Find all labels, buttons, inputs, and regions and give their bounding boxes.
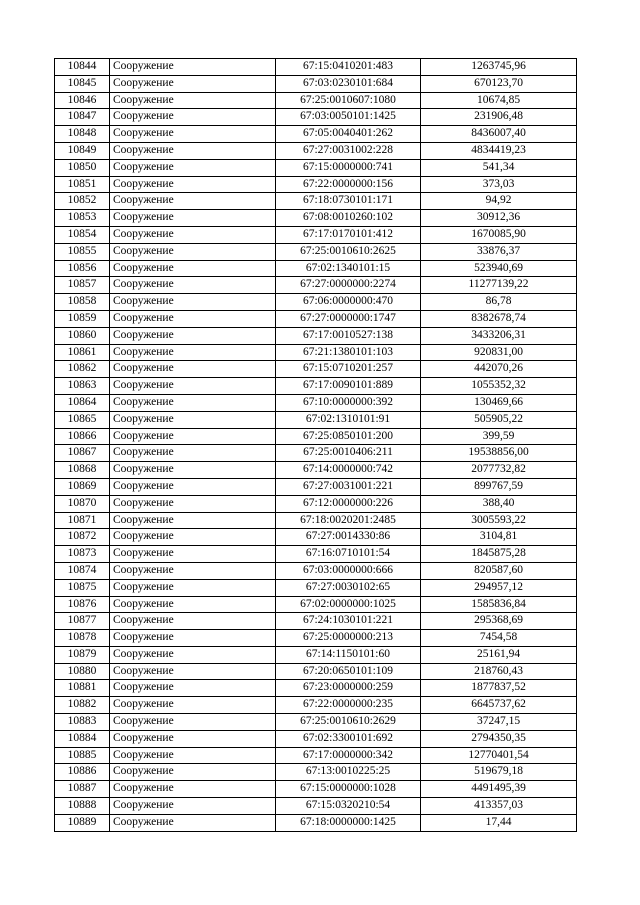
value-cell: 218760,43: [421, 663, 577, 680]
table-row: [55, 226, 577, 243]
object-type-cell: Сооружение: [110, 75, 276, 92]
row-number-cell: 10850: [55, 159, 110, 176]
value-cell: 12770401,54: [421, 747, 577, 764]
table-row: [55, 814, 577, 831]
value-cell: 30912,36: [421, 210, 577, 227]
cadastral-number-cell: 67:15:0000000:741: [276, 159, 421, 176]
value-cell: 820587,60: [421, 562, 577, 579]
value-cell: 442070,26: [421, 361, 577, 378]
object-type-cell: Сооружение: [110, 109, 276, 126]
cadastral-number-cell: 67:03:0000000:666: [276, 562, 421, 579]
object-type-cell: Сооружение: [110, 310, 276, 327]
cadastral-number-cell: 67:10:0000000:392: [276, 394, 421, 411]
cadastral-number-cell: 67:17:0000000:342: [276, 747, 421, 764]
table-row: [55, 310, 577, 327]
value-cell: 920831,00: [421, 344, 577, 361]
table-row: [55, 781, 577, 798]
object-type-cell: Сооружение: [110, 277, 276, 294]
value-cell: 413357,03: [421, 798, 577, 815]
cadastral-number-cell: 67:08:0010260:102: [276, 210, 421, 227]
table-row: [55, 193, 577, 210]
registry-table-body: [55, 59, 577, 832]
cadastral-number-cell: 67:15:0710201:257: [276, 361, 421, 378]
table-row: [55, 714, 577, 731]
cadastral-number-cell: 67:18:0020201:2485: [276, 512, 421, 529]
value-cell: 1585836,84: [421, 596, 577, 613]
value-cell: 7454,58: [421, 630, 577, 647]
cadastral-number-cell: 67:12:0000000:226: [276, 495, 421, 512]
table-row: [55, 478, 577, 495]
value-cell: 373,03: [421, 176, 577, 193]
row-number-cell: 10880: [55, 663, 110, 680]
object-type-cell: Сооружение: [110, 394, 276, 411]
object-type-cell: Сооружение: [110, 260, 276, 277]
value-cell: 1670085,90: [421, 226, 577, 243]
table-row: [55, 411, 577, 428]
value-cell: 3104,81: [421, 529, 577, 546]
object-type-cell: Сооружение: [110, 596, 276, 613]
value-cell: 523940,69: [421, 260, 577, 277]
object-type-cell: Сооружение: [110, 445, 276, 462]
object-type-cell: Сооружение: [110, 378, 276, 395]
cadastral-number-cell: 67:25:0010610:2629: [276, 714, 421, 731]
value-cell: 1055352,32: [421, 378, 577, 395]
value-cell: 1845875,28: [421, 546, 577, 563]
row-number-cell: 10845: [55, 75, 110, 92]
cadastral-number-cell: 67:14:0000000:742: [276, 462, 421, 479]
object-type-cell: Сооружение: [110, 814, 276, 831]
row-number-cell: 10886: [55, 764, 110, 781]
cadastral-number-cell: 67:22:0000000:156: [276, 176, 421, 193]
cadastral-number-cell: 67:02:1340101:15: [276, 260, 421, 277]
row-number-cell: 10876: [55, 596, 110, 613]
object-type-cell: Сооружение: [110, 210, 276, 227]
value-cell: 86,78: [421, 294, 577, 311]
object-type-cell: Сооружение: [110, 361, 276, 378]
object-type-cell: Сооружение: [110, 142, 276, 159]
object-type-cell: Сооружение: [110, 798, 276, 815]
row-number-cell: 10872: [55, 529, 110, 546]
table-row: [55, 697, 577, 714]
object-type-cell: Сооружение: [110, 344, 276, 361]
row-number-cell: 10874: [55, 562, 110, 579]
cadastral-number-cell: 67:24:1030101:221: [276, 613, 421, 630]
cadastral-number-cell: 67:25:0010607:1080: [276, 92, 421, 109]
table-row: [55, 462, 577, 479]
table-row: [55, 260, 577, 277]
object-type-cell: Сооружение: [110, 176, 276, 193]
object-type-cell: Сооружение: [110, 714, 276, 731]
row-number-cell: 10879: [55, 646, 110, 663]
row-number-cell: 10869: [55, 478, 110, 495]
object-type-cell: Сооружение: [110, 697, 276, 714]
object-type-cell: Сооружение: [110, 512, 276, 529]
cadastral-number-cell: 67:18:0000000:1425: [276, 814, 421, 831]
object-type-cell: Сооружение: [110, 663, 276, 680]
table-row: [55, 495, 577, 512]
row-number-cell: 10864: [55, 394, 110, 411]
table-row: [55, 562, 577, 579]
value-cell: 10674,85: [421, 92, 577, 109]
value-cell: 3005593,22: [421, 512, 577, 529]
cadastral-number-cell: 67:27:0030102:65: [276, 579, 421, 596]
object-type-cell: Сооружение: [110, 327, 276, 344]
row-number-cell: 10863: [55, 378, 110, 395]
table-row: [55, 126, 577, 143]
row-number-cell: 10871: [55, 512, 110, 529]
object-type-cell: Сооружение: [110, 546, 276, 563]
row-number-cell: 10853: [55, 210, 110, 227]
row-number-cell: 10861: [55, 344, 110, 361]
value-cell: 2794350,35: [421, 730, 577, 747]
cadastral-number-cell: 67:25:0010406:211: [276, 445, 421, 462]
row-number-cell: 10862: [55, 361, 110, 378]
table-row: [55, 798, 577, 815]
value-cell: 1877837,52: [421, 680, 577, 697]
cadastral-number-cell: 67:03:0050101:1425: [276, 109, 421, 126]
row-number-cell: 10878: [55, 630, 110, 647]
table-row: [55, 613, 577, 630]
table-row: [55, 92, 577, 109]
row-number-cell: 10873: [55, 546, 110, 563]
table-row: [55, 277, 577, 294]
row-number-cell: 10856: [55, 260, 110, 277]
cadastral-number-cell: 67:27:0000000:2274: [276, 277, 421, 294]
cadastral-number-cell: 67:27:0031002:228: [276, 142, 421, 159]
row-number-cell: 10852: [55, 193, 110, 210]
value-cell: 4834419,23: [421, 142, 577, 159]
object-type-cell: Сооружение: [110, 92, 276, 109]
table-row: [55, 529, 577, 546]
value-cell: 17,44: [421, 814, 577, 831]
value-cell: 94,92: [421, 193, 577, 210]
table-row: [55, 512, 577, 529]
cadastral-number-cell: 67:15:0000000:1028: [276, 781, 421, 798]
table-row: [55, 142, 577, 159]
object-type-cell: Сооружение: [110, 193, 276, 210]
row-number-cell: 10847: [55, 109, 110, 126]
row-number-cell: 10868: [55, 462, 110, 479]
row-number-cell: 10882: [55, 697, 110, 714]
row-number-cell: 10881: [55, 680, 110, 697]
row-number-cell: 10857: [55, 277, 110, 294]
row-number-cell: 10883: [55, 714, 110, 731]
value-cell: 670123,70: [421, 75, 577, 92]
object-type-cell: Сооружение: [110, 747, 276, 764]
cadastral-number-cell: 67:17:0010527:138: [276, 327, 421, 344]
table-row: [55, 663, 577, 680]
table-row: [55, 764, 577, 781]
cadastral-number-cell: 67:17:0170101:412: [276, 226, 421, 243]
object-type-cell: Сооружение: [110, 781, 276, 798]
table-row: [55, 428, 577, 445]
value-cell: 19538856,00: [421, 445, 577, 462]
table-row: [55, 75, 577, 92]
cadastral-number-cell: 67:27:0014330:86: [276, 529, 421, 546]
row-number-cell: 10846: [55, 92, 110, 109]
cadastral-number-cell: 67:18:0730101:171: [276, 193, 421, 210]
value-cell: 4491495,39: [421, 781, 577, 798]
table-row: [55, 109, 577, 126]
value-cell: 25161,94: [421, 646, 577, 663]
value-cell: 6645737,62: [421, 697, 577, 714]
row-number-cell: 10859: [55, 310, 110, 327]
object-type-cell: Сооружение: [110, 226, 276, 243]
value-cell: 399,59: [421, 428, 577, 445]
row-number-cell: 10844: [55, 59, 110, 76]
row-number-cell: 10887: [55, 781, 110, 798]
row-number-cell: 10889: [55, 814, 110, 831]
table-row: [55, 579, 577, 596]
row-number-cell: 10858: [55, 294, 110, 311]
table-row: [55, 646, 577, 663]
cadastral-number-cell: 67:02:0000000:1025: [276, 596, 421, 613]
cadastral-number-cell: 67:25:0850101:200: [276, 428, 421, 445]
row-number-cell: 10865: [55, 411, 110, 428]
table-row: [55, 59, 577, 76]
value-cell: 294957,12: [421, 579, 577, 596]
cadastral-number-cell: 67:13:0010225:25: [276, 764, 421, 781]
cadastral-number-cell: 67:15:0320210:54: [276, 798, 421, 815]
table-row: [55, 243, 577, 260]
object-type-cell: Сооружение: [110, 495, 276, 512]
value-cell: 33876,37: [421, 243, 577, 260]
cadastral-number-cell: 67:14:1150101:60: [276, 646, 421, 663]
table-row: [55, 378, 577, 395]
object-type-cell: Сооружение: [110, 411, 276, 428]
cadastral-number-cell: 67:27:0031001:221: [276, 478, 421, 495]
cadastral-number-cell: 67:22:0000000:235: [276, 697, 421, 714]
row-number-cell: 10854: [55, 226, 110, 243]
cadastral-number-cell: 67:20:0650101:109: [276, 663, 421, 680]
row-number-cell: 10848: [55, 126, 110, 143]
cadastral-number-cell: 67:25:0000000:213: [276, 630, 421, 647]
table-row: [55, 361, 577, 378]
value-cell: 231906,48: [421, 109, 577, 126]
value-cell: 505905,22: [421, 411, 577, 428]
table-row: [55, 747, 577, 764]
value-cell: 8436007,40: [421, 126, 577, 143]
object-type-cell: Сооружение: [110, 764, 276, 781]
value-cell: 388,40: [421, 495, 577, 512]
object-type-cell: Сооружение: [110, 428, 276, 445]
row-number-cell: 10867: [55, 445, 110, 462]
table-row: [55, 327, 577, 344]
cadastral-number-cell: 67:06:0000000:470: [276, 294, 421, 311]
row-number-cell: 10877: [55, 613, 110, 630]
value-cell: 11277139,22: [421, 277, 577, 294]
cadastral-number-cell: 67:21:1380101:103: [276, 344, 421, 361]
row-number-cell: 10855: [55, 243, 110, 260]
row-number-cell: 10885: [55, 747, 110, 764]
cadastral-number-cell: 67:15:0410201:483: [276, 59, 421, 76]
table-row: [55, 680, 577, 697]
row-number-cell: 10875: [55, 579, 110, 596]
cadastral-number-cell: 67:05:0040401:262: [276, 126, 421, 143]
value-cell: 519679,18: [421, 764, 577, 781]
row-number-cell: 10860: [55, 327, 110, 344]
cadastral-number-cell: 67:16:0710101:54: [276, 546, 421, 563]
object-type-cell: Сооружение: [110, 562, 276, 579]
object-type-cell: Сооружение: [110, 59, 276, 76]
row-number-cell: 10888: [55, 798, 110, 815]
object-type-cell: Сооружение: [110, 462, 276, 479]
object-type-cell: Сооружение: [110, 529, 276, 546]
cadastral-number-cell: 67:02:1310101:91: [276, 411, 421, 428]
value-cell: 37247,15: [421, 714, 577, 731]
cadastral-number-cell: 67:17:0090101:889: [276, 378, 421, 395]
table-row: [55, 596, 577, 613]
value-cell: 3433206,31: [421, 327, 577, 344]
object-type-cell: Сооружение: [110, 243, 276, 260]
table-row: [55, 445, 577, 462]
value-cell: 899767,59: [421, 478, 577, 495]
value-cell: 2077732,82: [421, 462, 577, 479]
cadastral-number-cell: 67:03:0230101:684: [276, 75, 421, 92]
value-cell: 1263745,96: [421, 59, 577, 76]
object-type-cell: Сооружение: [110, 579, 276, 596]
object-type-cell: Сооружение: [110, 646, 276, 663]
row-number-cell: 10851: [55, 176, 110, 193]
table-row: [55, 210, 577, 227]
value-cell: 130469,66: [421, 394, 577, 411]
cadastral-number-cell: 67:27:0000000:1747: [276, 310, 421, 327]
object-type-cell: Сооружение: [110, 680, 276, 697]
row-number-cell: 10884: [55, 730, 110, 747]
cadastral-number-cell: 67:25:0010610:2625: [276, 243, 421, 260]
object-type-cell: Сооружение: [110, 630, 276, 647]
table-row: [55, 630, 577, 647]
cadastral-number-cell: 67:23:0000000:259: [276, 680, 421, 697]
object-type-cell: Сооружение: [110, 730, 276, 747]
table-row: [55, 344, 577, 361]
object-type-cell: Сооружение: [110, 159, 276, 176]
row-number-cell: 10870: [55, 495, 110, 512]
table-row: [55, 294, 577, 311]
value-cell: 541,34: [421, 159, 577, 176]
table-row: [55, 159, 577, 176]
table-row: [55, 394, 577, 411]
registry-table: [54, 58, 577, 832]
table-row: [55, 730, 577, 747]
object-type-cell: Сооружение: [110, 613, 276, 630]
row-number-cell: 10866: [55, 428, 110, 445]
table-row: [55, 546, 577, 563]
table-row: [55, 176, 577, 193]
object-type-cell: Сооружение: [110, 478, 276, 495]
row-number-cell: 10849: [55, 142, 110, 159]
object-type-cell: Сооружение: [110, 294, 276, 311]
object-type-cell: Сооружение: [110, 126, 276, 143]
cadastral-number-cell: 67:02:3300101:692: [276, 730, 421, 747]
value-cell: 295368,69: [421, 613, 577, 630]
value-cell: 8382678,74: [421, 310, 577, 327]
